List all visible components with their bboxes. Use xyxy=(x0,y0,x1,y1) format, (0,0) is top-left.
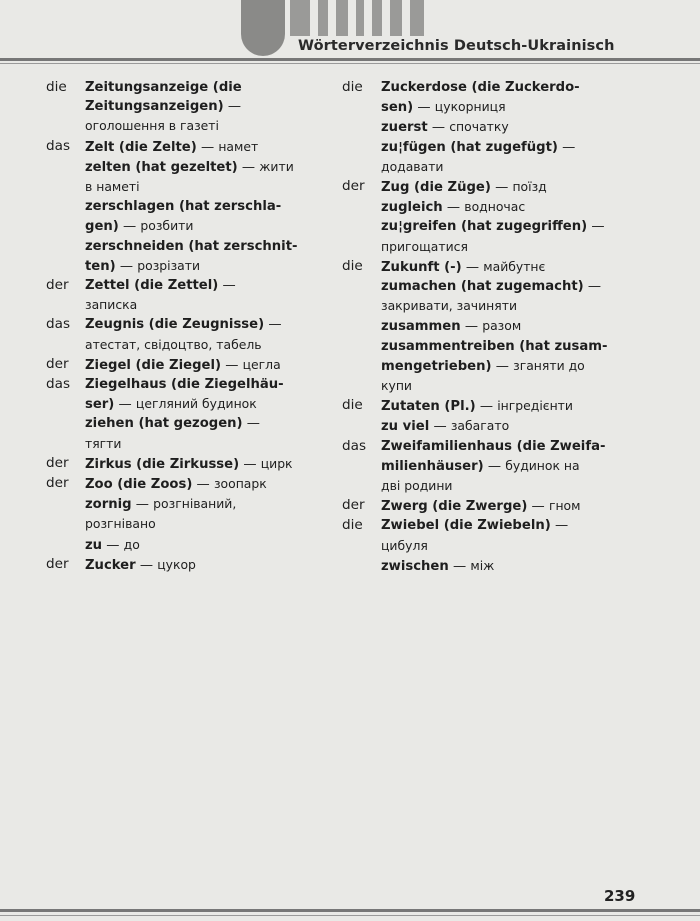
dictionary-entry xyxy=(46,474,316,494)
dash-separator: — xyxy=(102,537,124,553)
dash-separator: — xyxy=(461,259,484,275)
right-column xyxy=(342,78,632,576)
dash-separator: — xyxy=(413,100,435,116)
ukrainian-translation: водночас xyxy=(464,199,526,215)
german-term: zusammen xyxy=(381,319,461,335)
dash-separator: — xyxy=(237,159,260,175)
entry-line xyxy=(85,555,316,575)
header-stripe xyxy=(318,0,328,36)
ukrainian-translation: цегла xyxy=(242,356,281,372)
german-term: zu¦greifen (hat zugegriffen) xyxy=(381,219,588,235)
entry-line xyxy=(381,516,632,535)
ukrainian-translation: майбутнє xyxy=(483,258,546,274)
german-term: zuerst xyxy=(381,120,428,136)
german-term: Zweifamilienhaus (die Zweifa- xyxy=(381,438,606,454)
entry-line xyxy=(381,536,632,556)
dash-separator: — xyxy=(550,518,569,534)
dictionary-entry xyxy=(46,375,316,414)
entry-line xyxy=(381,416,632,436)
dictionary-entry xyxy=(342,337,632,397)
article-label: die xyxy=(46,79,67,95)
footer-rule-thin xyxy=(0,915,700,916)
german-term: Ziegel (die Ziegel) xyxy=(85,357,222,373)
dash-separator: — xyxy=(527,499,549,515)
ukrainian-translation: зоопарк xyxy=(213,476,267,492)
german-term: Zukunft (-) xyxy=(381,259,462,275)
german-term: Zeitungsanzeige (die xyxy=(85,80,242,95)
ukrainian-translation: разом xyxy=(482,318,522,334)
page-header-title: Wörterverzeichnis Deutsch-Ukrainisch xyxy=(298,38,615,54)
entry-line xyxy=(85,116,316,136)
dictionary-entry xyxy=(46,355,316,375)
article-label: der xyxy=(46,454,69,471)
entry-line xyxy=(381,177,632,197)
german-term: sen) xyxy=(381,100,414,116)
article-label: das xyxy=(342,437,367,454)
dictionary-entry xyxy=(342,197,632,217)
entry-line xyxy=(85,78,316,97)
article-label: das xyxy=(46,316,71,333)
dictionary-entry xyxy=(342,257,632,277)
dash-separator: — xyxy=(239,456,261,472)
dictionary-entry xyxy=(342,416,632,436)
ukrainian-translation: намет xyxy=(218,138,259,154)
german-term: zu¦fügen (hat zugefügt) xyxy=(381,139,558,155)
dash-separator: — xyxy=(114,397,136,413)
ukrainian-translation: в наметі xyxy=(85,179,140,195)
entry-line xyxy=(381,197,632,217)
entry-line xyxy=(381,78,632,97)
entry-line xyxy=(381,376,632,396)
entry-line xyxy=(381,396,632,416)
dash-separator: — xyxy=(583,279,602,295)
dash-separator: — xyxy=(264,317,282,333)
german-term: zornig xyxy=(85,497,132,513)
entry-line xyxy=(381,157,632,177)
entry-line xyxy=(381,476,632,496)
dash-separator: — xyxy=(490,180,513,196)
german-term: zugleich xyxy=(381,200,443,216)
dictionary-entry xyxy=(46,137,316,157)
ukrainian-translation: між xyxy=(470,557,495,573)
german-term: mengetrieben) xyxy=(381,358,492,374)
ukrainian-translation: розбити xyxy=(140,218,194,234)
german-term: zerschlagen (hat zerschla- xyxy=(85,199,282,215)
article-label: die xyxy=(342,517,363,534)
ukrainian-translation: інгредієнти xyxy=(497,398,573,414)
dictionary-entry xyxy=(46,315,316,354)
entry-line xyxy=(85,454,316,474)
german-term: Zuckerdose (die Zuckerdo- xyxy=(381,80,580,95)
entry-line xyxy=(381,337,632,356)
german-term: Zwiebel (die Zwiebeln) xyxy=(381,518,551,534)
ukrainian-translation: забагато xyxy=(450,418,510,434)
header-stripe xyxy=(356,0,364,36)
entry-line xyxy=(85,197,316,216)
dictionary-entry xyxy=(46,197,316,236)
dictionary-entry xyxy=(342,177,632,197)
dictionary-entry xyxy=(342,516,632,555)
german-term: Zettel (die Zettel) xyxy=(85,278,219,294)
german-term: Zeugnis (die Zeugnisse) xyxy=(85,317,265,333)
dash-separator: — xyxy=(429,419,451,435)
ukrainian-translation: зганяти до xyxy=(513,357,585,373)
article-label: das xyxy=(46,137,71,154)
entry-line xyxy=(381,296,632,316)
dictionary-entry xyxy=(46,237,316,276)
ukrainian-translation: розгніваний, xyxy=(153,496,237,512)
dash-separator: — xyxy=(442,200,465,216)
entry-line xyxy=(85,414,316,433)
header-stripe xyxy=(290,0,310,36)
left-column xyxy=(46,78,316,575)
entry-line xyxy=(85,315,316,334)
dictionary-entry xyxy=(46,555,316,575)
entry-line xyxy=(381,117,632,137)
dash-separator: — xyxy=(587,219,605,235)
dash-separator: — xyxy=(460,319,483,335)
dictionary-entry xyxy=(46,157,316,197)
dictionary-entry xyxy=(342,316,632,336)
dash-separator: — xyxy=(242,416,260,432)
entry-line xyxy=(85,97,316,116)
german-term: milienhäuser) xyxy=(381,458,484,474)
header-tab-decoration xyxy=(241,0,285,56)
entry-line xyxy=(381,356,632,376)
entry-line xyxy=(381,257,632,277)
dictionary-entry xyxy=(342,556,632,576)
article-label: der xyxy=(342,178,365,195)
dictionary-entry xyxy=(46,414,316,453)
dictionary-entry xyxy=(342,277,632,316)
dash-separator: — xyxy=(475,399,498,415)
article-label: die xyxy=(342,397,363,414)
article-label: der xyxy=(46,475,69,492)
german-term: Zirkus (die Zirkusse) xyxy=(85,456,240,472)
german-term: zu viel xyxy=(381,419,430,435)
entry-line xyxy=(381,456,632,476)
ukrainian-translation: розрізати xyxy=(137,257,201,273)
entry-line xyxy=(381,316,632,336)
ukrainian-translation: гном xyxy=(548,498,581,514)
ukrainian-translation: закривати, зачиняти xyxy=(381,298,518,314)
german-term: ser) xyxy=(85,397,115,413)
entry-line xyxy=(381,277,632,296)
german-term: Zutaten (Pl.) xyxy=(381,399,476,415)
dash-separator: — xyxy=(427,120,450,136)
header-stripe xyxy=(372,0,382,36)
article-label: der xyxy=(46,355,69,372)
dictionary-entry xyxy=(46,535,316,555)
ukrainian-translation: жити xyxy=(259,158,294,174)
dash-separator: — xyxy=(221,357,243,373)
entry-line xyxy=(85,394,316,414)
entry-line xyxy=(85,335,316,355)
german-term: Zwerg (die Zwerge) xyxy=(381,499,528,515)
entry-line xyxy=(85,276,316,295)
dash-separator: — xyxy=(448,558,471,574)
dash-separator: — xyxy=(218,278,236,294)
ukrainian-translation: тягти xyxy=(85,435,122,451)
german-term: Zucker xyxy=(85,557,136,573)
entry-line xyxy=(381,556,632,576)
entry-line xyxy=(85,137,316,157)
german-term: Zoo (die Zoos) xyxy=(85,477,193,493)
ukrainian-translation: додавати xyxy=(381,158,444,174)
entry-line xyxy=(381,437,632,456)
article-label: die xyxy=(342,257,363,274)
ukrainian-translation: цибуля xyxy=(381,537,428,553)
ukrainian-translation: цукорниця xyxy=(434,99,506,115)
entry-line xyxy=(85,295,316,315)
entry-line xyxy=(85,474,316,494)
dictionary-entry xyxy=(342,217,632,256)
article-label: die xyxy=(342,79,363,95)
dictionary-entry xyxy=(342,437,632,497)
ukrainian-translation: поїзд xyxy=(512,179,547,195)
dash-separator: — xyxy=(131,497,154,513)
entry-line xyxy=(85,237,316,256)
dash-separator: — xyxy=(192,477,214,493)
ukrainian-translation: пригощатися xyxy=(381,238,468,254)
header-stripe xyxy=(410,0,424,36)
dictionary-entry xyxy=(342,117,632,137)
ukrainian-translation: цукор xyxy=(157,556,196,572)
dash-separator: — xyxy=(115,258,138,274)
header-rule xyxy=(0,58,700,61)
dictionary-entry xyxy=(46,454,316,474)
article-label: der xyxy=(342,497,365,514)
dash-separator: — xyxy=(223,99,242,115)
ukrainian-translation: цегляний будинок xyxy=(135,396,257,412)
footer-rule xyxy=(0,909,700,912)
german-term: zelten (hat gezeltet) xyxy=(85,159,238,175)
entry-line xyxy=(85,157,316,177)
german-term: gen) xyxy=(85,219,119,235)
dictionary-entry xyxy=(342,396,632,416)
german-term: ziehen (hat gezogen) xyxy=(85,416,243,432)
german-term: zerschneiden (hat zerschnit- xyxy=(85,238,298,254)
dash-separator: — xyxy=(196,139,219,155)
german-term: Zeitungsanzeigen) xyxy=(85,99,224,115)
dash-separator: — xyxy=(135,557,158,573)
dash-separator: — xyxy=(557,139,576,155)
dash-separator: — xyxy=(483,458,506,474)
german-term: Zelt (die Zelte) xyxy=(85,139,197,155)
entry-line xyxy=(85,535,316,555)
ukrainian-translation: купи xyxy=(381,378,412,394)
entry-line xyxy=(85,375,316,394)
german-term: ten) xyxy=(85,258,116,274)
page-number: 239 xyxy=(604,887,636,905)
dictionary-entry xyxy=(342,138,632,177)
entry-line xyxy=(85,514,316,534)
entry-line xyxy=(381,237,632,257)
entry-line xyxy=(85,434,316,454)
header-rule-thin xyxy=(0,63,700,64)
entry-line xyxy=(381,217,632,236)
article-label: das xyxy=(46,376,71,393)
ukrainian-translation: спочатку xyxy=(449,119,509,135)
ukrainian-translation: цирк xyxy=(260,455,293,471)
ukrainian-translation: до xyxy=(123,536,140,552)
dictionary-entry xyxy=(46,494,316,534)
header-stripe xyxy=(390,0,402,36)
entry-line xyxy=(85,177,316,197)
dash-separator: — xyxy=(491,358,514,374)
entry-line xyxy=(85,494,316,514)
article-label: der xyxy=(46,277,69,294)
german-term: zu xyxy=(85,537,103,553)
german-term: zusammentreiben (hat zusam- xyxy=(381,338,608,354)
german-term: zumachen (hat zugemacht) xyxy=(381,279,584,295)
article-label: der xyxy=(46,555,69,572)
entry-line xyxy=(85,256,316,276)
ukrainian-translation: дві родини xyxy=(381,478,453,494)
entry-line xyxy=(85,216,316,236)
ukrainian-translation: будинок на xyxy=(505,457,580,473)
dictionary-entry xyxy=(46,78,316,137)
ukrainian-translation: атестат, свідоцтво, табель xyxy=(85,336,262,352)
dash-separator: — xyxy=(118,219,141,235)
entry-line xyxy=(381,97,632,117)
entry-line xyxy=(381,138,632,157)
dictionary-entry xyxy=(342,496,632,516)
ukrainian-translation: записка xyxy=(85,297,138,313)
ukrainian-translation: розгнівано xyxy=(85,516,156,532)
header-stripe xyxy=(336,0,348,36)
german-term: Ziegelhaus (die Ziegelhäu- xyxy=(85,377,284,393)
header-stripes-decoration xyxy=(284,0,700,36)
german-term: zwischen xyxy=(381,558,449,574)
ukrainian-translation: оголошення в газеті xyxy=(85,118,219,134)
german-term: Zug (die Züge) xyxy=(381,180,491,196)
entry-line xyxy=(381,496,632,516)
entry-line xyxy=(85,355,316,375)
dictionary-entry xyxy=(342,78,632,117)
dictionary-entry xyxy=(46,276,316,315)
